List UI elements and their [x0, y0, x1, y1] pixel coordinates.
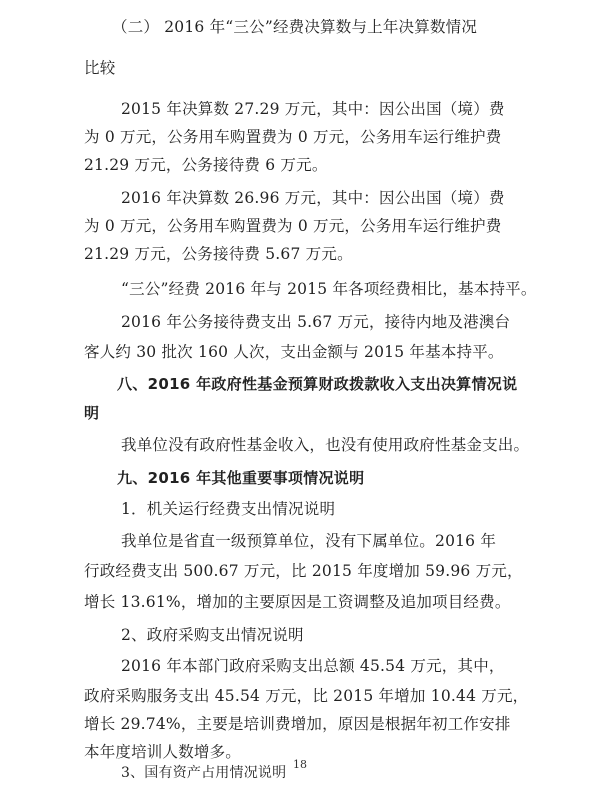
paragraph-line: 增长 13.61%，增加的主要原因是工资调整及追加项目经费。: [84, 593, 511, 611]
paragraph-line: 2015 年决算数 27.29 万元，其中：因公出国（境）费: [121, 100, 505, 118]
paragraph-line: 2016 年决算数 26.96 万元，其中：因公出国（境）费: [121, 189, 505, 207]
paragraph-line: 客人约 30 批次 160 人次，支出金额与 2015 年基本持平。: [84, 343, 504, 361]
paragraph-line: 2016 年本部门政府采购支出总额 45.54 万元，其中，: [121, 657, 505, 675]
subsection-heading-procurement: 2、政府采购支出情况说明: [121, 626, 304, 644]
paragraph-line: 我单位是省直一级预算单位，没有下属单位。2016 年: [121, 532, 497, 550]
section-heading-other-matters: 九、2016 年其他重要事项情况说明: [117, 469, 365, 487]
paragraph-line: 增长 29.74%，主要是培训费增加，原因是根据年初工作安排: [84, 715, 511, 733]
paragraph-line: 为 0 万元，公务用车购置费为 0 万元，公务用车运行维护费: [84, 217, 502, 235]
paragraph-line: 本年度培训人数增多。: [84, 743, 242, 761]
paragraph-line: 我单位没有政府性基金收入，也没有使用政府性基金支出。: [121, 436, 530, 454]
paragraph-line: “三公”经费 2016 年与 2015 年各项经费相比，基本持平。: [121, 280, 537, 298]
subsection-heading-state-assets: 3、国有资产占用情况说明: [121, 765, 287, 781]
paragraph-line: 政府采购服务支出 45.54 万元，比 2015 年增加 10.44 万元，: [84, 687, 529, 705]
section-heading-three-public-comparison: （二） 2016 年“三公”经费决算数与上年决算数情况: [112, 18, 478, 36]
paragraph-line: 21.29 万元，公务接待费 6 万元。: [84, 156, 328, 174]
page-number: 18: [293, 758, 307, 771]
section-heading-continuation: 明: [84, 404, 100, 422]
paragraph-line: 行政经费支出 500.67 万元，比 2015 年度增加 59.96 万元，: [84, 562, 523, 580]
paragraph-line: 21.29 万元，公务接待费 5.67 万元。: [84, 245, 353, 263]
section-heading-government-fund: 八、2016 年政府性基金预算财政拨款收入支出决算情况说: [117, 375, 518, 393]
section-heading-continuation: 比较: [84, 59, 116, 77]
paragraph-line: 为 0 万元，公务用车购置费为 0 万元，公务用车运行维护费: [84, 128, 502, 146]
paragraph-line: 2016 年公务接待费支出 5.67 万元，接待内地及港澳台: [121, 313, 511, 331]
subsection-heading-operating-expenses: 1．机关运行经费支出情况说明: [121, 500, 336, 518]
